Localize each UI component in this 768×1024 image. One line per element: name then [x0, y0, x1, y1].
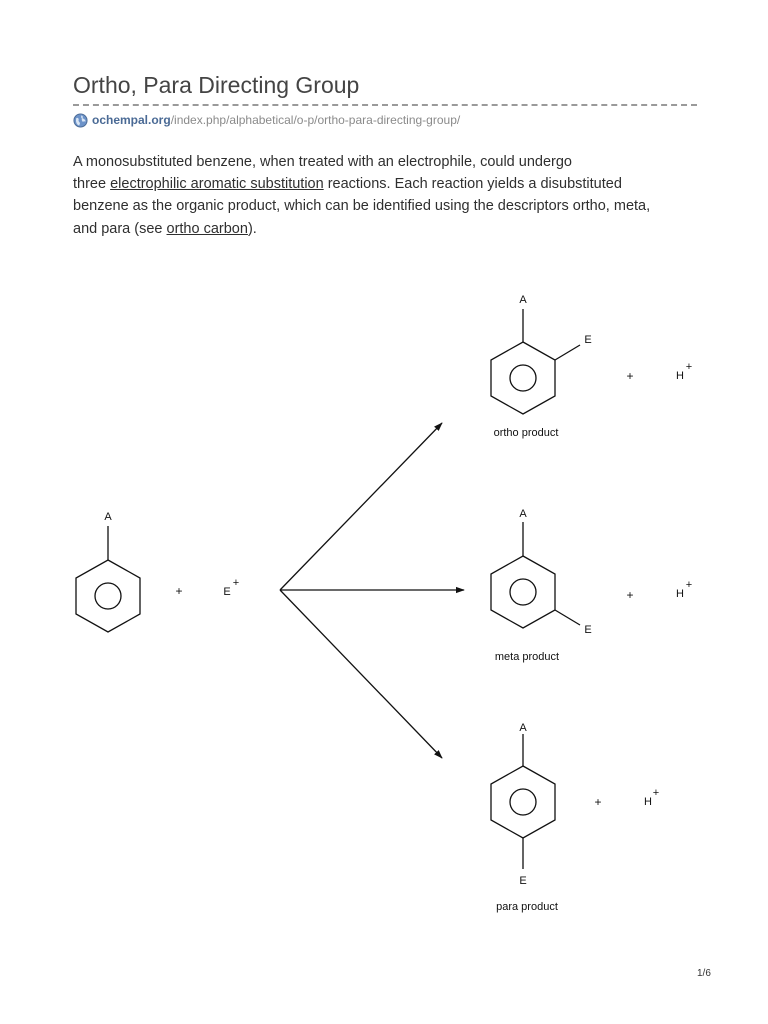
page-title: Ortho, Para Directing Group: [73, 72, 360, 98]
intro-line-3: benzene as the organic product, which can be identified using the descriptors ortho, meta,: [73, 198, 651, 215]
electrophile-charge: +: [232, 577, 240, 589]
meta-product-benzene: [491, 522, 580, 628]
meta-byproduct-charge: +: [685, 579, 693, 591]
ortho-plus-sign: +: [626, 369, 634, 383]
para-product-label: para product: [496, 901, 558, 913]
intro-line-2-suffix: reactions. Each reaction yields a disubstituted: [323, 176, 622, 193]
intro-line-2-prefix: three: [73, 176, 111, 193]
meta-substituent-e: E: [584, 624, 592, 636]
reaction-arrows: [280, 423, 464, 758]
para-byproduct-h: H: [644, 796, 652, 808]
ortho-product-label: ortho product: [493, 427, 559, 439]
reactant-benzene: [76, 526, 140, 632]
arrow-to-para: [280, 590, 442, 758]
source-domain[interactable]: ochempal.org: [92, 113, 171, 127]
para-substituent-a: A: [519, 722, 527, 734]
para-plus-sign: +: [594, 795, 602, 809]
ortho-byproduct-h: H: [676, 370, 684, 382]
page-number: 1/6: [697, 968, 711, 979]
intro-line-4-suffix: ).: [247, 220, 257, 237]
ortho-byproduct-charge: +: [685, 361, 693, 373]
meta-byproduct-h: H: [676, 588, 684, 600]
ortho-product-benzene: [491, 309, 580, 414]
electrophile-label: E: [223, 586, 231, 598]
ortho-substituent-a: A: [519, 294, 527, 306]
ortho-carbon-link[interactable]: ortho carbon: [166, 220, 248, 237]
para-substituent-e: E: [519, 875, 527, 887]
reactant-plus-sign: +: [175, 584, 183, 598]
ortho-substituent-e: E: [584, 334, 592, 346]
para-byproduct-charge: +: [652, 787, 660, 799]
meta-plus-sign: +: [626, 588, 634, 602]
reactant-substituent-label: A: [104, 511, 112, 523]
para-product-benzene: [491, 734, 555, 869]
arrow-to-ortho: [280, 423, 442, 590]
meta-substituent-a: A: [519, 508, 527, 520]
intro-line-1: A monosubstituted benzene, when treated with an electrophile, could undergo: [73, 154, 572, 170]
meta-product-label: meta product: [494, 651, 560, 663]
electrophilic-aromatic-substitution-link[interactable]: electrophilic aromatic substitution: [110, 176, 324, 193]
intro-line-4-prefix: and para (see: [73, 220, 167, 237]
source-path[interactable]: /index.php/alphabetical/o-p/ortho-para-directing-group/: [170, 113, 461, 127]
